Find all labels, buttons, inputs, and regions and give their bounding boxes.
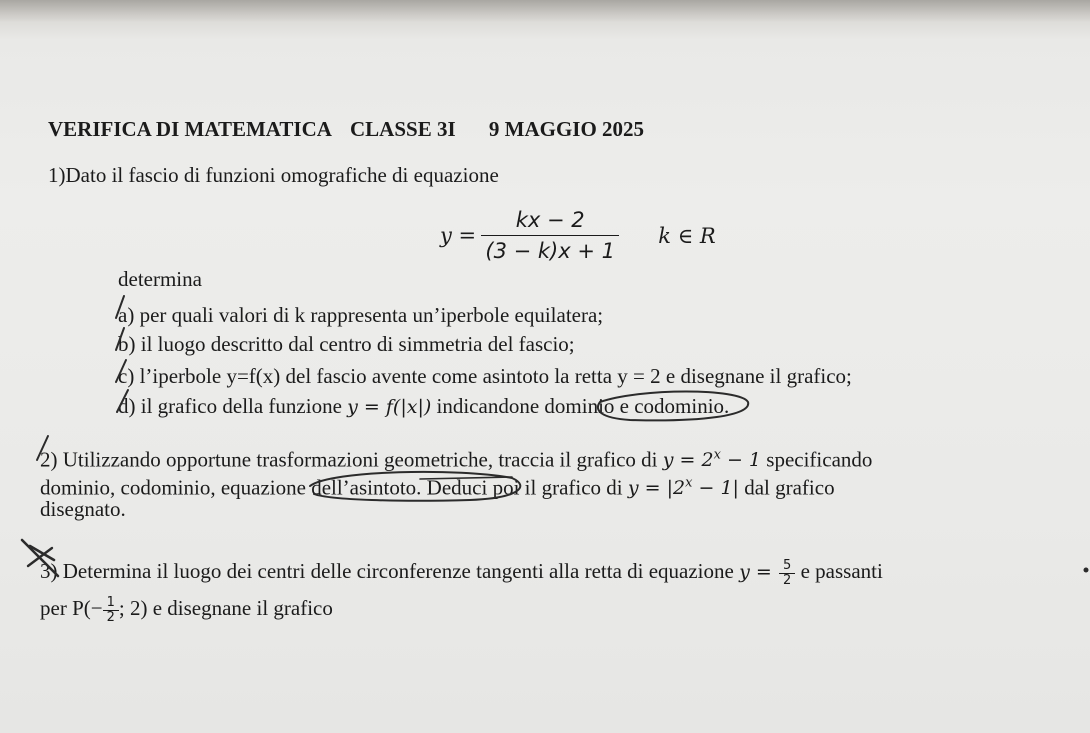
check-mark-q2 bbox=[37, 436, 48, 460]
q3-text-2b: ; 2) e disegnane il grafico bbox=[118, 596, 333, 620]
q3-p-num: 1 bbox=[106, 594, 115, 610]
title-subject: VERIFICA DI MATEMATICA bbox=[48, 117, 331, 141]
check-mark-c bbox=[116, 360, 126, 382]
ink-dot bbox=[1084, 568, 1089, 573]
q2-text-1b: specificando bbox=[761, 447, 873, 472]
title-date: 9 MAGGIO 2025 bbox=[488, 117, 645, 141]
q1-intro: 1)Dato il fascio di funzioni omografiche di equazione bbox=[48, 163, 499, 187]
q2-text-2b: dal grafico bbox=[738, 475, 835, 500]
eq-parameter: k ∈ R bbox=[658, 223, 716, 248]
q3-frac-num: 5 bbox=[783, 557, 792, 573]
q1-item-a: a) per quali valori di k rappresenta un’iperbole equilatera; bbox=[118, 303, 604, 327]
q2-math-1-base: y = 2 bbox=[662, 449, 714, 472]
check-mark-a bbox=[116, 296, 124, 318]
q2-text-1: 2) Utilizzando opportune trasformazioni geometriche, traccia il grafico di bbox=[40, 447, 663, 472]
q2-math-2-base: y = |2 bbox=[627, 477, 686, 500]
eq-lhs: y = bbox=[440, 223, 477, 248]
title-class: CLASSE 3I bbox=[350, 117, 456, 141]
q3-text-1b: e passanti bbox=[795, 559, 883, 583]
check-mark-d bbox=[117, 390, 128, 412]
circle-dominio bbox=[598, 392, 748, 421]
q3-text-2: per P(− bbox=[40, 596, 103, 620]
q2-math-1-exp: x bbox=[713, 448, 721, 463]
q2-line-3: disegnato. bbox=[40, 497, 126, 521]
q1-item-b: b) il luogo descritto dal centro di simmetria del fascio; bbox=[118, 332, 575, 356]
q1-d-math: y = f(|x|) bbox=[347, 396, 432, 418]
q1-d-text: d) il grafico della funzione bbox=[118, 394, 348, 418]
q2-math-1-tail: − 1 bbox=[720, 449, 762, 472]
q3-p-den: 2 bbox=[103, 610, 119, 625]
q1-item-c: c) l’iperbole y=f(x) del fascio avente come asintoto la retta y = 2 e disegnane il grafico; bbox=[118, 364, 852, 388]
check-mark-b bbox=[116, 328, 124, 350]
q3-math-1: y = bbox=[739, 561, 772, 583]
q1-determina: determina bbox=[118, 267, 202, 291]
q3-frac-den: 2 bbox=[779, 573, 795, 588]
eq-numerator: kx − 2 bbox=[515, 208, 585, 232]
q2-math-2-exp: x bbox=[685, 476, 693, 491]
eq-denominator: (3 − k)x + 1 bbox=[481, 235, 619, 266]
circle-asintoto bbox=[310, 472, 520, 501]
q3-text-1: 3) Determina il luogo dei centri delle circonferenze tangenti alla retta di equazione bbox=[40, 559, 740, 583]
q1-d-post: indicandone dominio e codominio. bbox=[431, 394, 730, 418]
strike-asintoto bbox=[420, 477, 512, 479]
q2-math-2-tail: − 1| bbox=[692, 477, 739, 500]
q2-text-2: dominio, codominio, equazione dell’asintoto. Deduci poi il grafico di bbox=[40, 475, 628, 500]
